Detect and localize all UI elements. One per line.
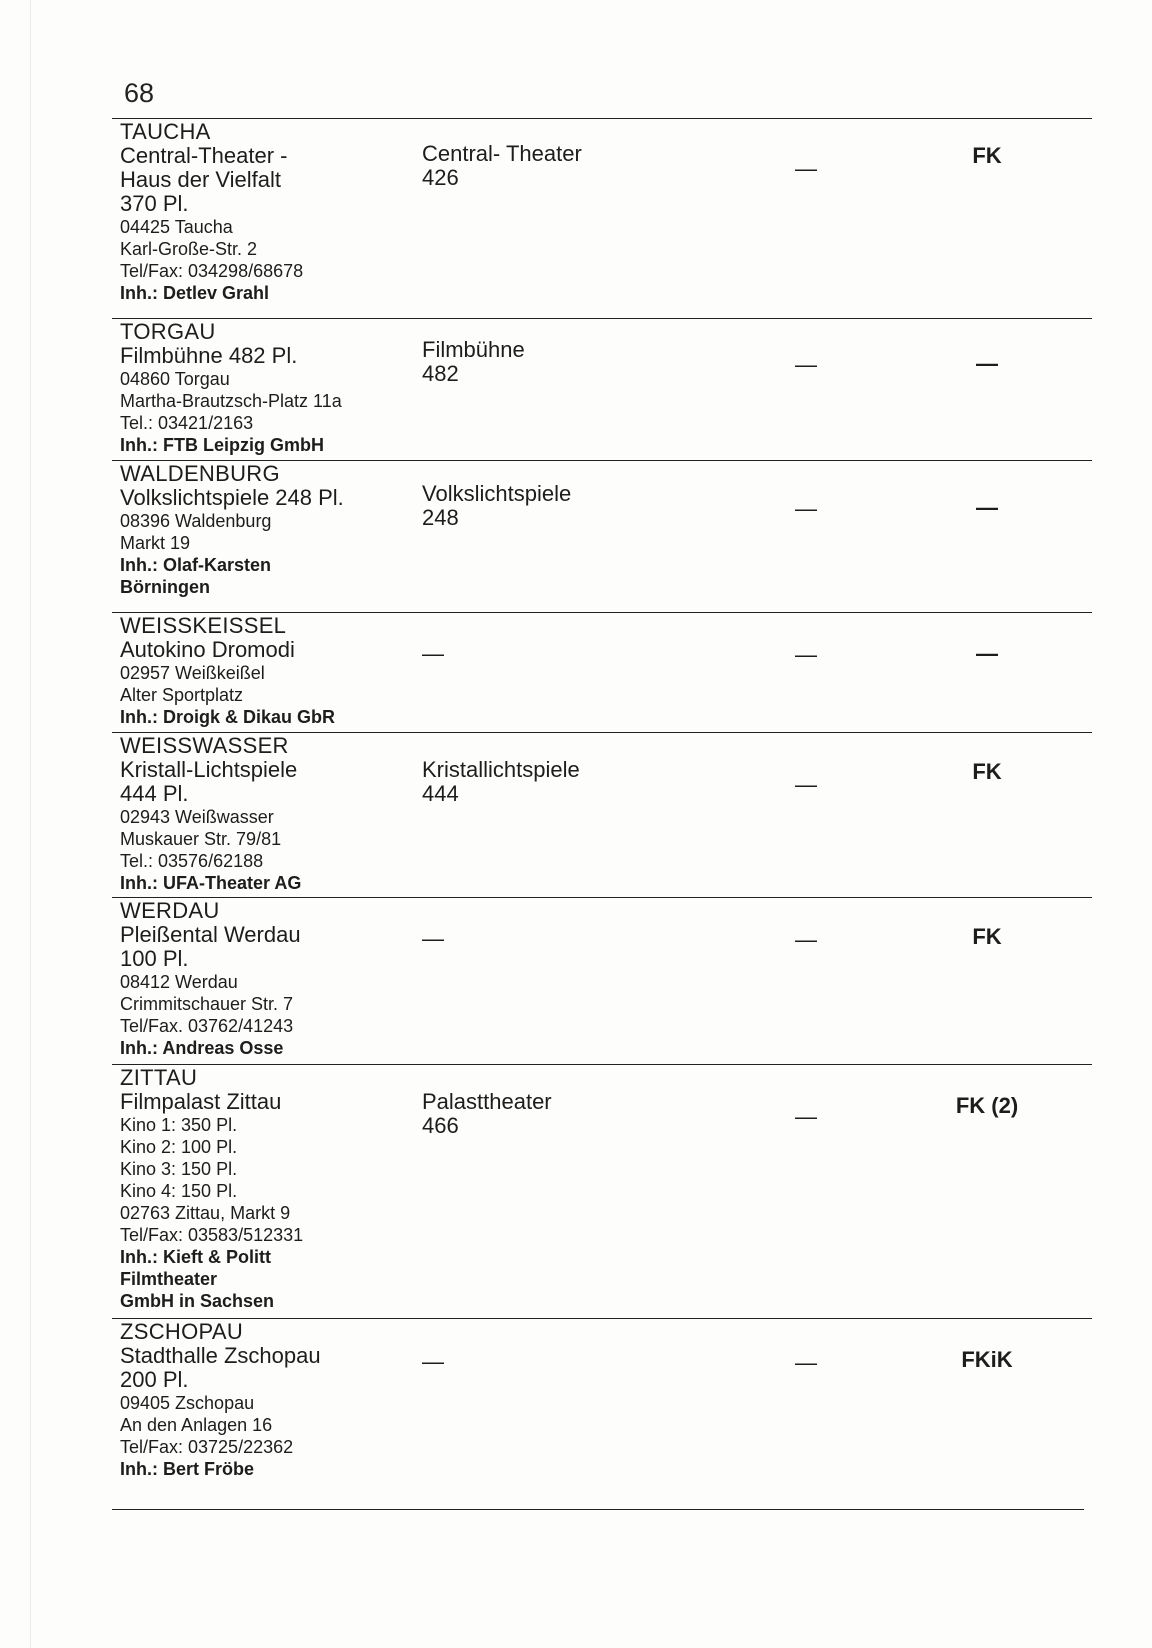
previous-name: [422, 482, 682, 530]
previous-name: [422, 338, 682, 386]
venue-name-line: Central-Theater -: [120, 143, 288, 168]
address-line: Kino 2: 100 Pl.: [120, 1137, 238, 1157]
column-3-value: —: [795, 1104, 817, 1129]
address-line: Kino 1: 350 Pl.: [120, 1115, 238, 1135]
venue-name-line: 100 Pl.: [120, 946, 189, 971]
venue-name-line: 444 Pl.: [120, 781, 189, 806]
previous-name-line: Central- Theater: [422, 141, 582, 166]
address-line: Kino 3: 150 Pl.: [120, 1159, 238, 1179]
previous-name-line: Kristallichtspiele: [422, 757, 580, 782]
town-name: WALDENBURG: [120, 461, 280, 486]
owner-line: Inh.: UFA-Theater AG: [120, 873, 302, 893]
previous-name-line: Volkslichtspiele: [422, 481, 572, 506]
venue-info: [120, 318, 420, 456]
previous-name: [422, 1350, 682, 1374]
address-line: Crimmitschauer Str. 7: [120, 994, 294, 1014]
previous-name-line: 248: [422, 505, 459, 530]
owner-line: Börningen: [120, 577, 210, 597]
closing-rule: [112, 1509, 1084, 1510]
previous-name: [422, 142, 682, 190]
column-3-value: —: [795, 352, 817, 377]
column-3-value: —: [795, 156, 817, 181]
venue-info: [120, 897, 420, 1059]
address-line: Alter Sportplatz: [120, 685, 244, 705]
venue-name-line: 200 Pl.: [120, 1367, 189, 1392]
address-line: 08412 Werdau: [120, 972, 238, 992]
previous-name-line: 444: [422, 781, 459, 806]
venue-name-line: Haus der Vielfalt: [120, 167, 282, 192]
owner-line: Inh.: Olaf-Karsten: [120, 555, 272, 575]
owner-line: Inh.: Andreas Osse: [120, 1038, 284, 1058]
owner-line: Inh.: Kieft & Politt: [120, 1247, 271, 1267]
address-line: Martha-Brautzsch-Platz 11a: [120, 391, 342, 411]
page-number: 68: [124, 78, 155, 108]
address-line: Muskauer Str. 79/81: [120, 829, 282, 849]
address-line: 02763 Zittau, Markt 9: [120, 1203, 291, 1223]
owner-line: Filmtheater: [120, 1269, 218, 1289]
venue-name-line: Filmpalast Zittau: [120, 1089, 282, 1114]
venue-name-line: Autokino Dromodi: [120, 637, 295, 662]
address-line: Tel/Fax: 03583/512331: [120, 1225, 304, 1245]
column-3-value: —: [795, 772, 817, 797]
address-line: Kino 4: 150 Pl.: [120, 1181, 238, 1201]
address-line: 04860 Torgau: [120, 369, 230, 389]
category-code: —: [976, 351, 998, 376]
address-line: Tel/Fax: 03725/22362: [120, 1437, 294, 1457]
town-name: TORGAU: [120, 319, 216, 344]
address-line: Tel.: 03421/2163: [120, 413, 254, 433]
venue-name-line: Stadthalle Zschopau: [120, 1343, 321, 1368]
town-name: WEISSWASSER: [120, 733, 289, 758]
previous-name-line: 482: [422, 361, 459, 386]
previous-name-line: Filmbühne: [422, 337, 525, 362]
category-code: FK: [972, 759, 1002, 784]
address-line: Markt 19: [120, 533, 191, 553]
previous-name-line: —: [422, 926, 444, 951]
town-name: ZSCHOPAU: [120, 1319, 244, 1344]
previous-name: [422, 927, 682, 951]
venue-info: [120, 118, 420, 304]
column-3-value: —: [795, 927, 817, 952]
category-code: FK: [972, 924, 1002, 949]
address-line: Tel.: 03576/62188: [120, 851, 264, 871]
previous-name-line: 426: [422, 165, 459, 190]
address-line: Karl-Große-Str. 2: [120, 239, 258, 259]
venue-name-line: Filmbühne 482 Pl.: [120, 343, 298, 368]
address-line: 02943 Weißwasser: [120, 807, 274, 827]
owner-line: Inh.: Detlev Grahl: [120, 283, 270, 303]
category-code: —: [976, 641, 998, 666]
town-name: TAUCHA: [120, 119, 211, 144]
town-name: ZITTAU: [120, 1065, 198, 1090]
venue-name-line: 370 Pl.: [120, 191, 189, 216]
venue-name-line: Pleißental Werdau: [120, 922, 301, 947]
address-line: 08396 Waldenburg: [120, 511, 272, 531]
previous-name: [422, 758, 682, 806]
address-line: 09405 Zschopau: [120, 1393, 255, 1413]
previous-name-line: —: [422, 641, 444, 666]
venue-info: [120, 732, 420, 894]
column-3-value: —: [795, 496, 817, 521]
previous-name-line: —: [422, 1349, 444, 1374]
address-line: Tel/Fax: 034298/68678: [120, 261, 304, 281]
previous-name-line: 466: [422, 1113, 459, 1138]
venue-info: [120, 612, 420, 728]
owner-line: Inh.: Bert Fröbe: [120, 1459, 254, 1479]
town-name: WERDAU: [120, 898, 220, 923]
venue-name-line: Kristall-Lichtspiele: [120, 757, 298, 782]
scan-edge-line: [30, 0, 31, 1648]
category-code: FK (2): [955, 1093, 1019, 1118]
address-line: 04425 Taucha: [120, 217, 233, 237]
owner-line: Inh.: FTB Leipzig GmbH: [120, 435, 324, 455]
venue-info: [120, 460, 420, 598]
town-name: WEISSKEISSEL: [120, 613, 287, 638]
venue-info: [120, 1064, 420, 1312]
venue-info: [120, 1318, 420, 1480]
category-code: FKiK: [961, 1347, 1013, 1372]
category-code: FK: [972, 143, 1002, 168]
address-line: 02957 Weißkeißel: [120, 663, 265, 683]
owner-line: GmbH in Sachsen: [120, 1291, 275, 1311]
previous-name-line: Palasttheater: [422, 1089, 552, 1114]
address-line: An den Anlagen 16: [120, 1415, 273, 1435]
category-code: —: [976, 495, 998, 520]
previous-name: [422, 642, 682, 666]
venue-name-line: Volkslichtspiele 248 Pl.: [120, 485, 344, 510]
column-3-value: —: [795, 1350, 817, 1375]
address-line: Tel/Fax. 03762/41243: [120, 1016, 294, 1036]
column-3-value: —: [795, 642, 817, 667]
previous-name: [422, 1090, 682, 1138]
owner-line: Inh.: Droigk & Dikau GbR: [120, 707, 336, 727]
